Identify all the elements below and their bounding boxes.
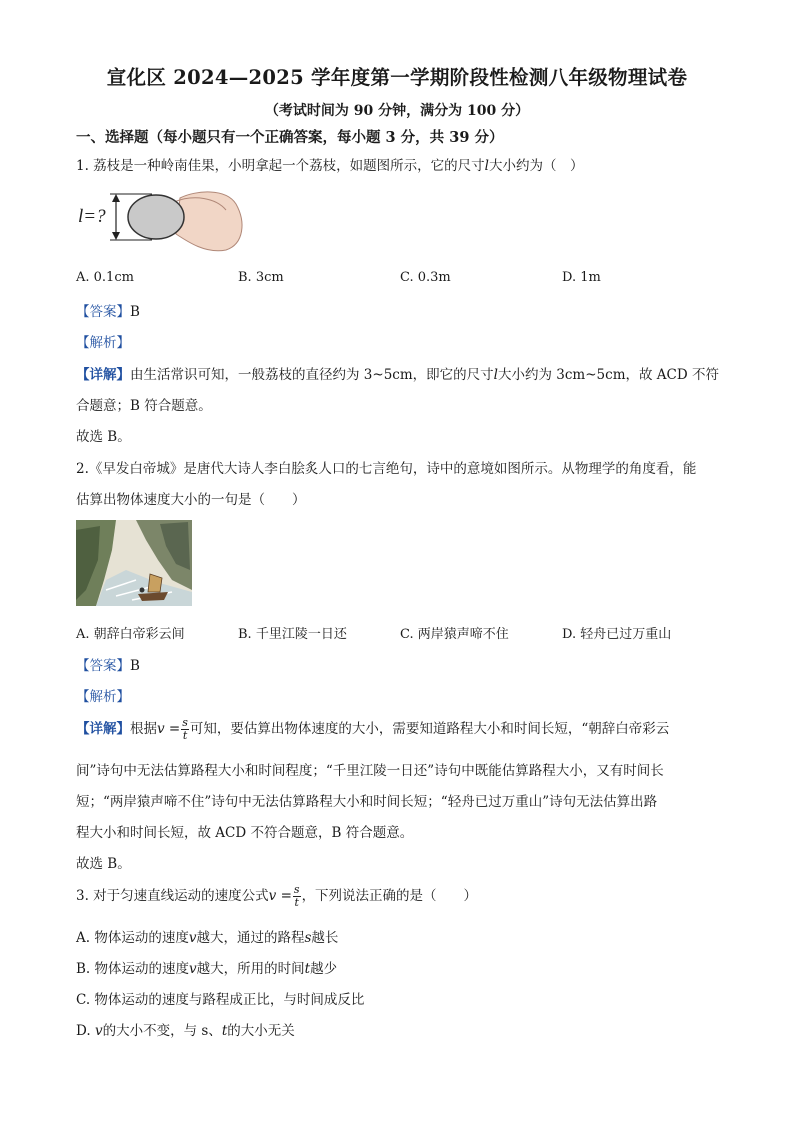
poem-illustration (76, 520, 192, 606)
answer-value: B (130, 658, 140, 674)
option-text: 越长 (311, 930, 339, 946)
detail-text: 根据 (130, 721, 157, 737)
detail-text: 大小约为 3cm~5cm，故 ACD 不符 (497, 367, 719, 383)
q1-conclusion: 故选 B。 (76, 429, 131, 445)
q2-stem-line-1: 2.《早发白帝城》是唐代大诗人李白脍炙人口的七言绝句，诗中的意境如图所示。从物理学的角度看，能 (76, 461, 697, 477)
q3-stem (76, 884, 477, 909)
dimension-arrow-bottom (112, 232, 120, 240)
analysis-tag: 【解析】 (76, 689, 130, 705)
q1-answer (76, 300, 140, 320)
q2-stem-line-2: 估算出物体速度大小的一句是（ ） (76, 492, 306, 508)
q1-option-b[interactable]: B. 3cm (238, 270, 284, 285)
speed-formula-fraction (293, 884, 301, 909)
fraction-numerator: s (293, 883, 300, 896)
fraction-numerator: s (182, 716, 188, 729)
option-text: 越少 (310, 961, 338, 977)
q2-option-c[interactable]: C. 两岸猿声啼不住 (400, 627, 509, 642)
q2-detail-line-1 (76, 717, 669, 742)
hand-shape (176, 192, 242, 251)
figure-label: l=? (78, 206, 106, 227)
option-text: D. (76, 1023, 95, 1039)
option-var: v (189, 961, 197, 977)
q2-detail-line-2: 间”诗句中无法估算路程大小和时间程度；“千里江陵一日还”诗句中既能估算路程大小，又有时间长 (76, 763, 664, 779)
section-heading: 一、选择题（每小题只有一个正确答案，每小题 3 分，共 39 分） (76, 129, 504, 146)
page-title: 宣化区 2024—2025 学年度第一学期阶段性检测八年级物理试卷 (106, 66, 688, 89)
lychee-figure (76, 186, 248, 256)
formula-lhs: v = (157, 721, 181, 737)
option-var: v (94, 1023, 103, 1039)
q3-option-a[interactable] (76, 926, 338, 946)
q1-detail-line-1 (76, 363, 719, 383)
q1-option-a[interactable]: A. 0.1cm (76, 270, 134, 285)
q2-option-b[interactable]: B. 千里江陵一日还 (238, 627, 347, 642)
option-var: t (221, 1023, 228, 1039)
analysis-tag: 【解析】 (76, 335, 130, 351)
q2-option-d[interactable]: D. 轻舟已过万重山 (562, 627, 672, 642)
option-text: 越大，所用的时间 (196, 961, 305, 977)
answer-tag: 【答案】 (76, 658, 130, 674)
option-text: A. 物体运动的速度 (76, 930, 189, 946)
q2-detail-line-3: 短；“两岸猿声啼不住”诗句中无法估算路程大小和时间长短；“轻舟已过万重山”诗句无法估算出路 (76, 794, 658, 810)
q1-option-d[interactable]: D. 1m (562, 270, 601, 285)
speed-formula-fraction (181, 717, 189, 742)
option-text: 的大小无关 (227, 1023, 295, 1039)
fraction-denominator: t (294, 896, 299, 909)
detail-tag: 【详解】 (76, 721, 130, 737)
q2-analysis (76, 685, 130, 705)
q3-option-d[interactable] (76, 1019, 295, 1039)
answer-value: B (130, 304, 140, 320)
fraction-denominator: t (182, 729, 188, 742)
option-var: t (304, 961, 311, 977)
answer-tag: 【答案】 (76, 304, 130, 320)
dimension-arrow-top (112, 194, 120, 202)
detail-tag: 【详解】 (76, 367, 130, 383)
q1-stem-end: 大小约为（ ） (489, 158, 584, 174)
option-text: 的大小不变，与 s、 (102, 1023, 222, 1039)
q2-detail-line-4: 程大小和时间长短，故 ACD 不符合题意，B 符合题意。 (76, 825, 414, 841)
q2-conclusion: 故选 B。 (76, 856, 131, 872)
q3-option-b[interactable] (76, 957, 337, 977)
option-var: s (304, 930, 312, 946)
q3-stem-text: ，下列说法正确的是（ ） (301, 888, 478, 904)
detail-text: 可知，要估算出物体速度的大小，需要知道路程大小和时间长短，“朝辞白帝彩云 (189, 721, 670, 737)
q1-stem-var: l (484, 158, 489, 174)
detail-var: l (493, 367, 498, 383)
formula-lhs: v = (268, 888, 292, 904)
q1-detail-line-2: 合题意；B 符合题意。 (76, 398, 212, 414)
q3-stem-text: 3. 对于匀速直线运动的速度公式 (76, 888, 269, 904)
q1-stem (76, 154, 584, 174)
q1-option-c[interactable]: C. 0.3m (400, 270, 451, 285)
page-subtitle: （考试时间为 90 分钟，满分为 100 分） (264, 103, 530, 119)
q2-answer (76, 654, 140, 674)
q3-option-c[interactable]: C. 物体运动的速度与路程成正比，与时间成反比 (76, 992, 365, 1008)
boat-person (140, 588, 145, 593)
q2-option-a[interactable]: A. 朝辞白帝彩云间 (76, 627, 185, 642)
option-text: 越大，通过的路程 (196, 930, 305, 946)
q1-stem-text: 1. 荔枝是一种岭南佳果，小明拿起一个荔枝，如题图所示，它的尺寸 (76, 158, 485, 174)
detail-text: 由生活常识可知，一般荔枝的直径约为 3~5cm，即它的尺寸 (130, 367, 494, 383)
option-var: v (188, 930, 197, 946)
option-text: B. 物体运动的速度 (76, 961, 190, 977)
lychee-shape (128, 195, 184, 239)
q1-analysis (76, 331, 130, 351)
